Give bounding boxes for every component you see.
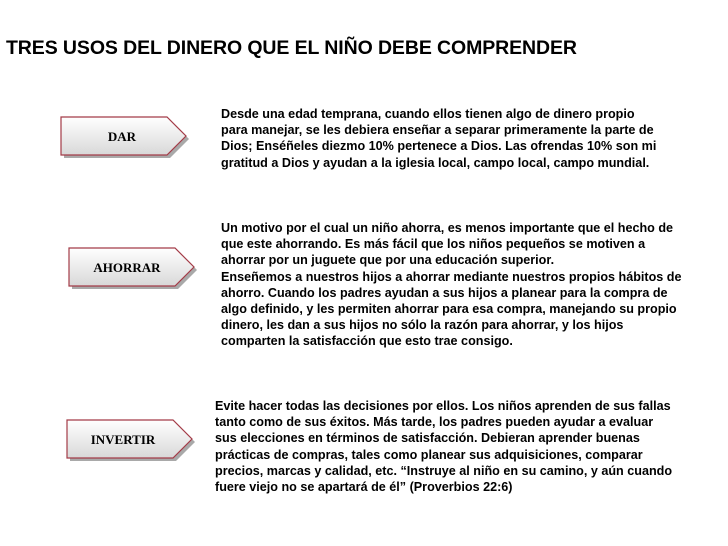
- ahorrar-paragraph-2: Enseñemos a nuestros hijos a ahorrar mediante nuestros propios hábitos de ahorro. Cuando los padres ayudan a sus hijos a planear para la compra de algo definido, y les permiten ahorrar para esa compra, manejando su propio dinero, les dan a sus hijos no sólo la razón para ahorrar, y los hijos comparten la satisfacción que esto trae consigo.: [221, 269, 682, 349]
- dar-arrow-shape: [60, 116, 194, 162]
- dar-label: DAR: [107, 129, 137, 144]
- invertir-label: INVERTIR: [90, 432, 156, 447]
- invertir-arrow-shape: [66, 419, 200, 465]
- ahorrar-description: [221, 220, 683, 350]
- dar-paragraph: Desde una edad temprana, cuando ellos tienen algo de dinero propio para manejar, se les debiera enseñar a separar primeramente la parte de Dios; Enséñeles diezmo 10% pertenece a Dios. Las ofrendas 10% son mi gratitud a Dios y ayudan a la iglesia local, campo local, campo mundial.: [221, 107, 657, 170]
- dar-description: [221, 106, 661, 171]
- page-title: TRES USOS DEL DINERO QUE EL NIÑO DEBE COMPRENDER: [6, 37, 577, 59]
- ahorrar-arrow-shape: [68, 247, 202, 293]
- invertir-paragraph: Evite hacer todas las decisiones por ellos. Los niños aprenden de sus fallas tanto como de sus éxitos. Más tarde, los padres pueden ayudar a evaluar sus elecciones en términos de satisfacción. Debieran aprender buenas prácticas de compras, tales como planear sus adquisiciones, comparar precios, marcas y calidad, etc. “Instruye al niño en su camino, y aún cuando fuere viejo no se apartará de él” (Proverbios 22:6): [215, 399, 673, 495]
- ahorrar-label: AHORRAR: [93, 260, 161, 275]
- ahorrar-paragraph-1: Un motivo por el cual un niño ahorra, es menos importante que el hecho de que este ahorrando. Es más fácil que los niños pequeños se motiven a ahorrar por un juguete que por una educación superior.: [221, 221, 674, 268]
- invertir-description: [215, 398, 675, 495]
